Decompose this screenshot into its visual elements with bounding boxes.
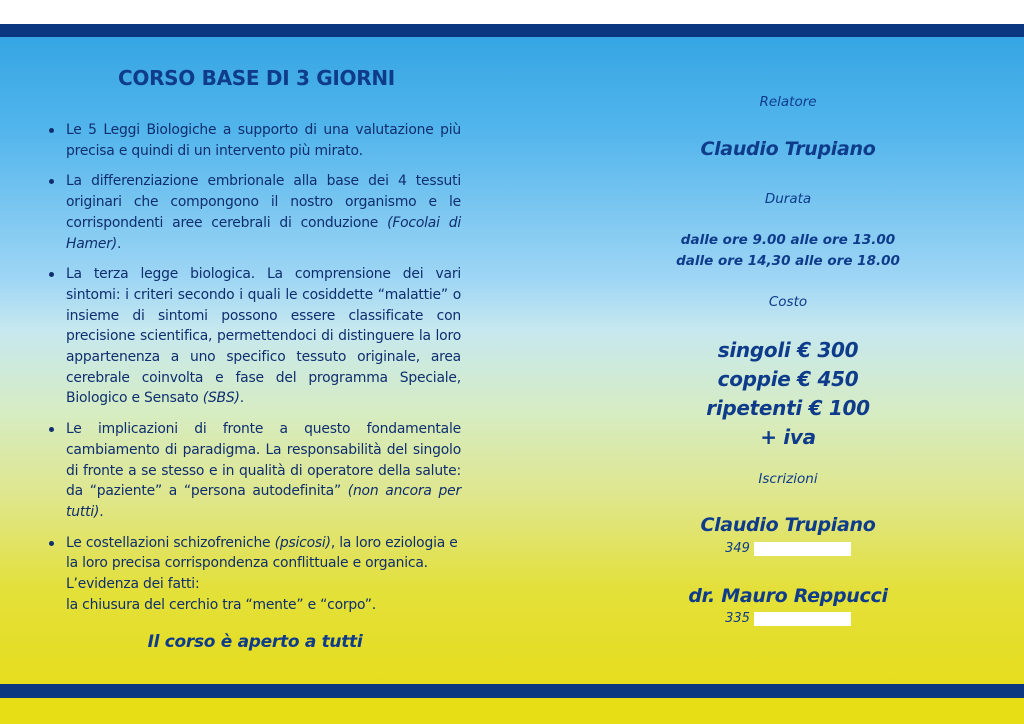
costo-label: Costo bbox=[768, 294, 808, 310]
topic-text-italic: (psicosi) bbox=[274, 534, 331, 551]
open-to-all-note: Il corso è aperto a tutti bbox=[147, 632, 363, 652]
topic-text-end: , la loro eziologia e la loro precisa corrispondenza conflittuale e organica. bbox=[66, 534, 458, 572]
phone-prefix: 335 bbox=[725, 611, 750, 626]
topic-text-italic: (SBS) bbox=[202, 390, 240, 407]
contact-phone-reppucci bbox=[640, 611, 936, 626]
topic-item bbox=[47, 419, 461, 523]
topic-circle-line: la chiusura del cerchio tra “mente” e “corpo”. bbox=[66, 596, 377, 613]
topic-text: Le costellazioni schizofreniche bbox=[66, 534, 275, 551]
topic-text-end: . bbox=[99, 503, 104, 520]
price-list bbox=[640, 336, 936, 452]
topic-item bbox=[47, 120, 461, 161]
course-title: CORSO BASE DI 3 GIORNI bbox=[118, 66, 395, 90]
relatore-label: Relatore bbox=[759, 94, 817, 110]
price-ripetenti: ripetenti € 100 bbox=[706, 396, 870, 420]
topic-text: La terza legge biologica. La comprensione dei vari sintomi: i criteri secondo i quali le cosiddette “malattie” o insieme di sintomi possono essere classificate con precisione scientifica, permettendoci di distinguere la loro appartenenza a uno specifico tessuto originale, area cerebrale coinvolta e fase del programma Speciale, Biologico e Sensato bbox=[66, 266, 461, 407]
topic-text-end: . bbox=[239, 390, 244, 407]
contact-name-trupiano: Claudio Trupiano bbox=[700, 514, 876, 536]
price-iva: + iva bbox=[760, 425, 816, 449]
top-white-strip bbox=[0, 0, 1024, 24]
price-coppie: coppie € 450 bbox=[717, 367, 859, 391]
topic-text-end: . bbox=[116, 235, 122, 252]
course-topics-list bbox=[47, 120, 461, 625]
topic-text: Le 5 Leggi Biologiche a supporto di una valutazione più precisa e quindi di un intervento più mirato. bbox=[66, 122, 461, 159]
topic-text: Le implicazioni di fronte a questo fondamentale cambiamento di paradigma. La responsabilità del singolo di fronte a se stesso e in qualità di operatore della salute: da “paziente” a “persona autodefinita” bbox=[66, 421, 461, 500]
bullet-dot bbox=[49, 541, 54, 546]
topic-text: La differenziazione embrionale alla base dei 4 tessuti originari che compongono il nostro organismo e le corrispondenti aree cerebrali di conduzione bbox=[66, 173, 461, 231]
bottom-navy-band bbox=[0, 684, 1024, 698]
topic-item bbox=[47, 171, 461, 254]
redacted-number bbox=[754, 542, 851, 556]
bullet-dot bbox=[49, 128, 54, 133]
contact-name-reppucci: dr. Mauro Reppucci bbox=[688, 585, 888, 607]
bullet-dot bbox=[49, 272, 54, 277]
price-singoli: singoli € 300 bbox=[717, 338, 859, 362]
redacted-number bbox=[754, 612, 851, 626]
topic-text-italic: (non ancora per tutti) bbox=[66, 483, 461, 520]
morning-hours: dalle ore 9.00 alle ore 13.00 bbox=[680, 232, 896, 248]
topic-text-italic: (Focolai di Hamer) bbox=[66, 214, 461, 252]
bullet-dot bbox=[49, 427, 54, 432]
topic-item bbox=[47, 264, 461, 409]
bullet-dot bbox=[49, 179, 54, 184]
topic-evidence-line: L’evidenza dei fatti: bbox=[66, 576, 200, 593]
bottom-yellow-strip bbox=[0, 698, 1024, 724]
afternoon-hours: dalle ore 14,30 alle ore 18.00 bbox=[676, 253, 900, 269]
contact-phone-trupiano bbox=[640, 541, 936, 556]
schedule-hours bbox=[640, 230, 936, 272]
top-navy-band bbox=[0, 24, 1024, 37]
relatore-name: Claudio Trupiano bbox=[700, 138, 876, 160]
phone-prefix: 349 bbox=[725, 541, 750, 556]
durata-label: Durata bbox=[764, 191, 812, 207]
topic-item bbox=[47, 533, 461, 616]
iscrizioni-label: Iscrizioni bbox=[758, 471, 818, 487]
